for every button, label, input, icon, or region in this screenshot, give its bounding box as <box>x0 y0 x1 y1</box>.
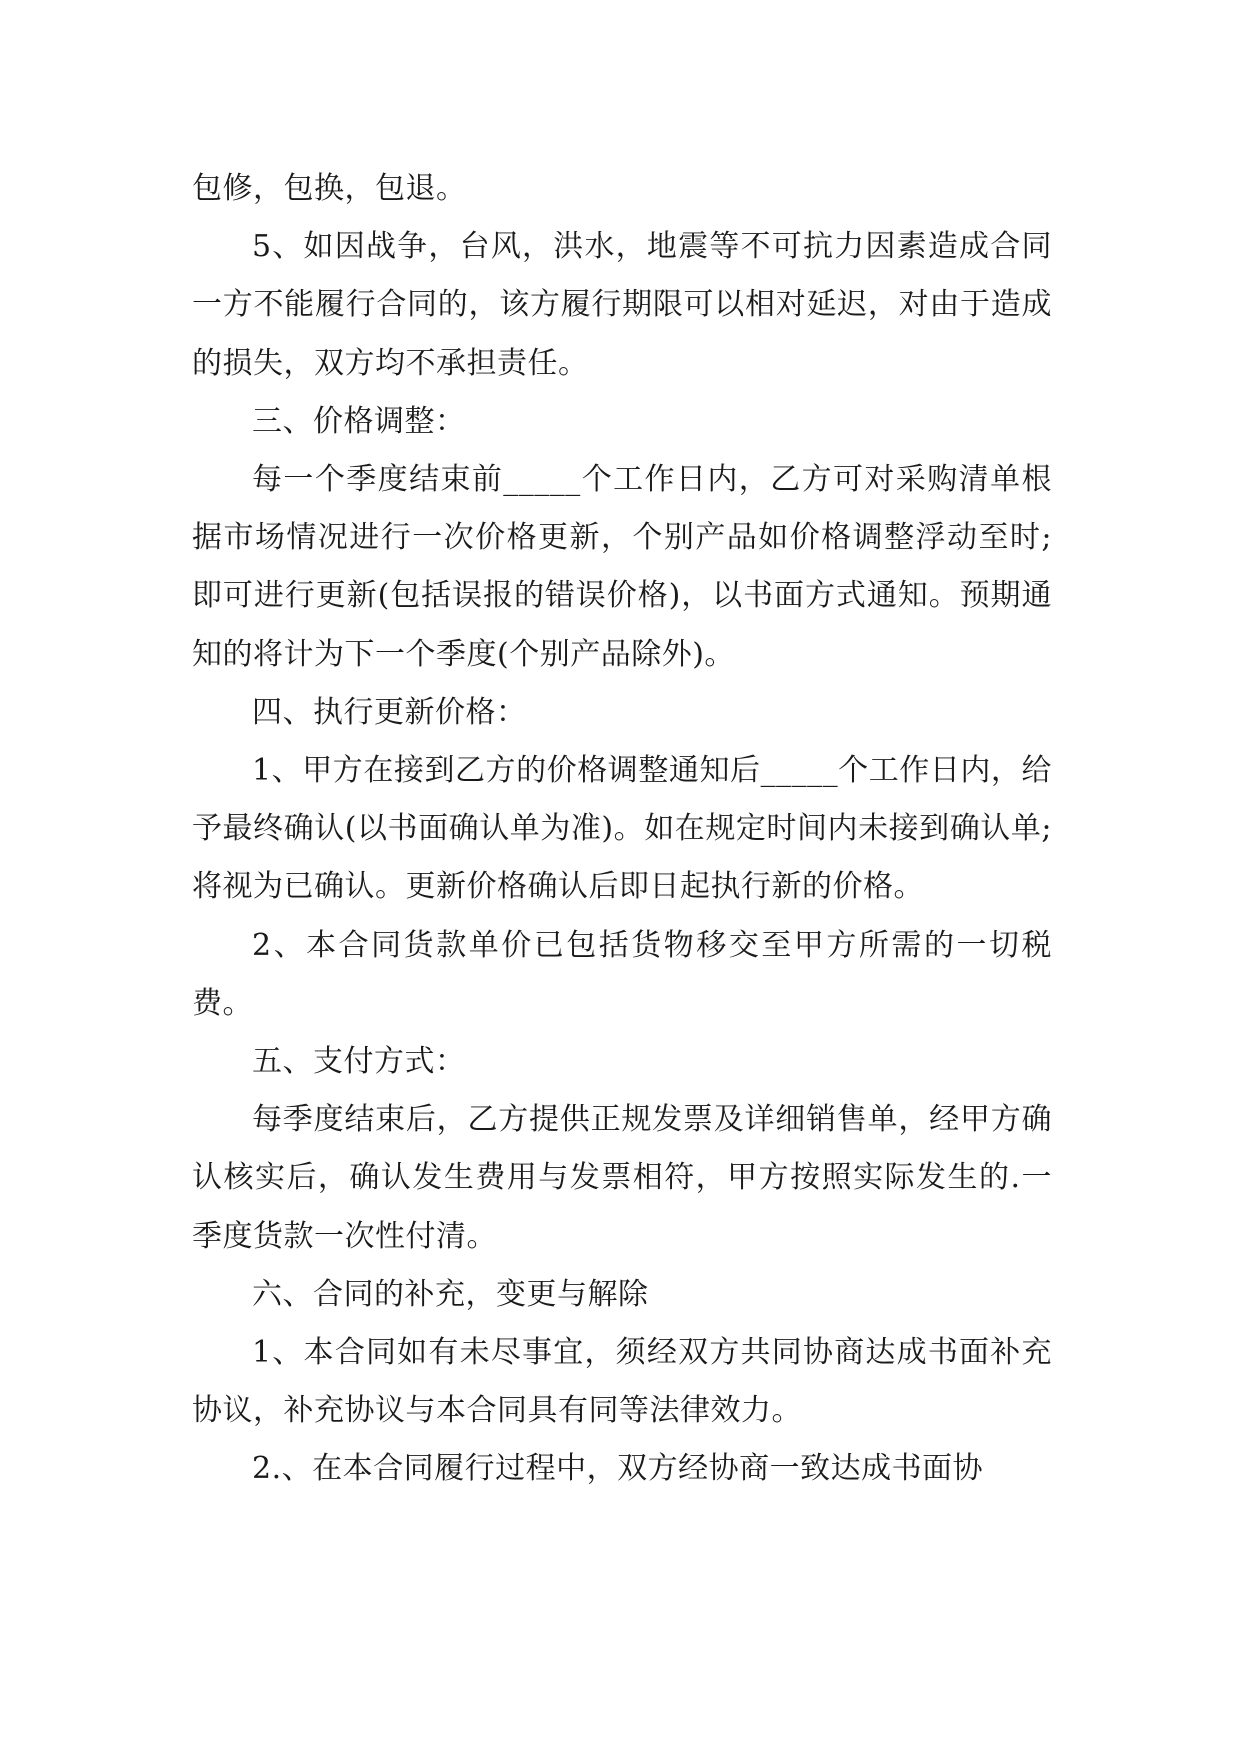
section-heading-contract-changes: 六、合同的补充，变更与解除 <box>252 1276 649 1312</box>
paragraph-price-adjustment: 每一个季度结束前_____个工作日内，乙方可对采购清单根据市场情况进行一次价格更新，个别产品如价格调整浮动至时;即可进行更新(包括误报的错误价格)，以书面方式通知。预期通知的将计为下一个季度(个别产品除外)。 <box>192 462 1052 672</box>
document-body <box>192 160 1052 1499</box>
section-heading-payment-method: 五、支付方式： <box>252 1044 466 1080</box>
paragraph-supplementary-agreement: 1、本合同如有未尽事宜，须经双方共同协商达成书面补充协议，补充协议与本合同具有同等法律效力。 <box>192 1335 1052 1429</box>
paragraph-warranty-terms: 包修，包换，包退。 <box>192 171 467 206</box>
paragraph-force-majeure: 5、如因战争，台风，洪水，地震等不可抗力因素造成合同一方不能履行合同的，该方履行期限可以相对延迟，对由于造成的损失，双方均不承担责任。 <box>192 229 1052 381</box>
paragraph-price-confirmation: 1、甲方在接到乙方的价格调整通知后_____个工作日内，给予最终确认(以书面确认单为准)。如在规定时间内未接到确认单;将视为已确认。更新价格确认后即日起执行新的价格。 <box>192 753 1052 905</box>
section-heading-execute-updated-price: 四、执行更新价格： <box>252 694 527 730</box>
paragraph-contract-modification: 2.、在本合同履行过程中，双方经协商一致达成书面协 <box>252 1451 984 1487</box>
paragraph-tax-inclusion: 2、本合同货款单价已包括货物移交至甲方所需的一切税费。 <box>192 927 1052 1021</box>
paragraph-payment-terms: 每季度结束后，乙方提供正规发票及详细销售单，经甲方确认核实后，确认发生费用与发票相符，甲方按照实际发生的.一季度货款一次性付清。 <box>192 1102 1052 1254</box>
section-heading-price-adjustment: 三、价格调整： <box>252 403 466 439</box>
